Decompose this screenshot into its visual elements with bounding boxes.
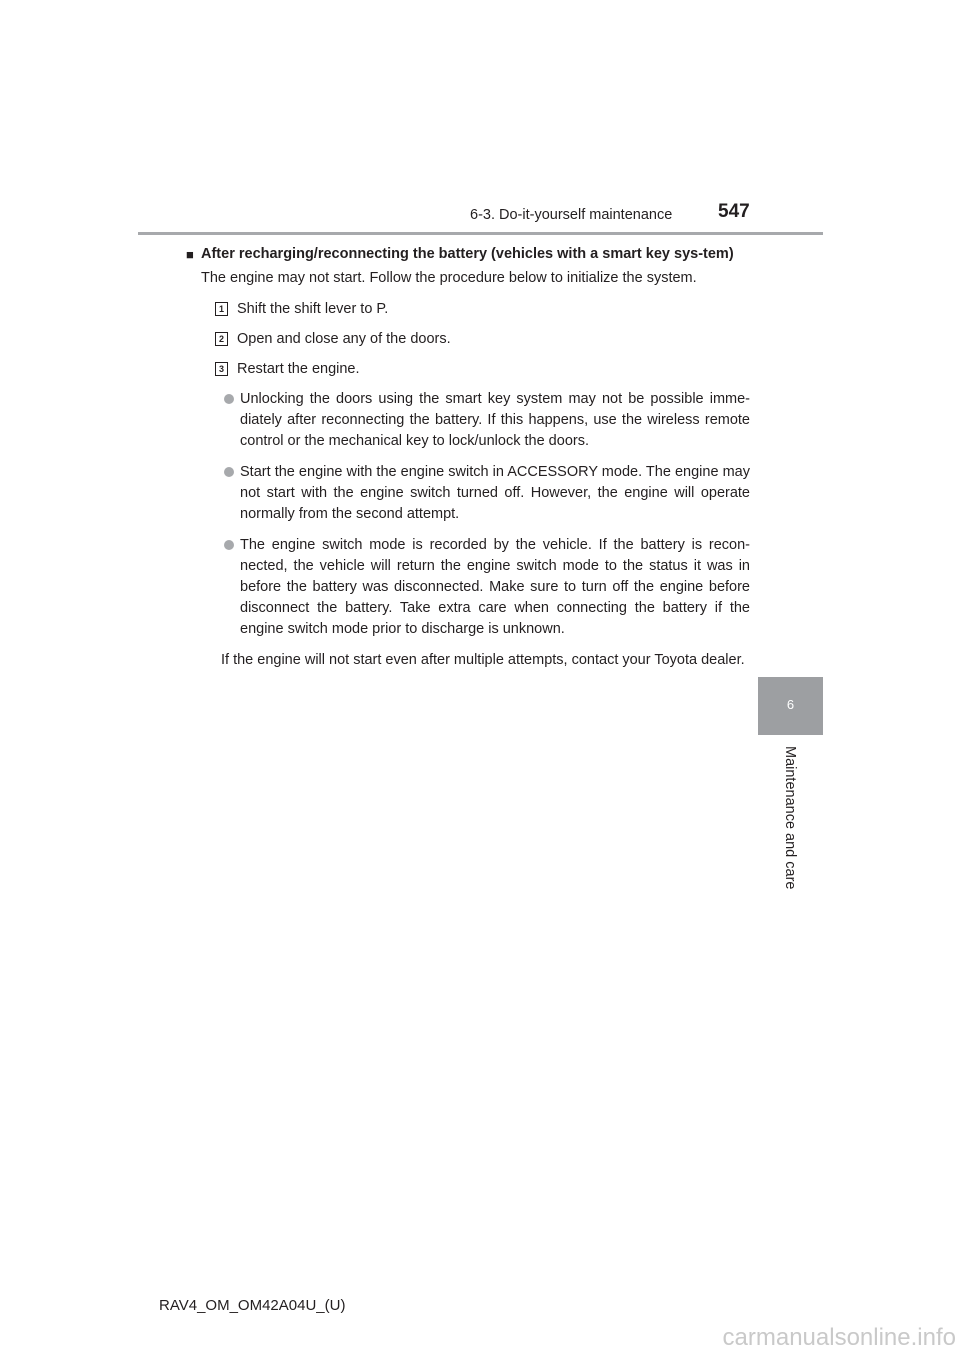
step-text: Shift the shift lever to P. xyxy=(237,301,389,317)
chapter-title: Maintenance and care xyxy=(782,746,798,890)
step-text: Open and close any of the doors. xyxy=(237,331,451,347)
section-heading-text: After recharging/reconnecting the battery (vehicles with a smart key sys-tem) xyxy=(201,246,734,262)
note-text: Start the engine with the engine switch in ACCESSORY mode. The engine may not start with the engine switch turned off. However, the engine will operate normally from the second attempt. xyxy=(240,464,750,522)
step-number-icon: 1 xyxy=(215,302,228,316)
chapter-number: 6 xyxy=(786,697,795,712)
watermark: carmanualsonline.info xyxy=(722,1324,956,1351)
procedure-step xyxy=(186,329,750,349)
procedure-step xyxy=(186,359,750,379)
page-number: 547 xyxy=(718,201,750,222)
note-item xyxy=(221,535,750,640)
document-code: RAV4_OM_OM42A04U_(U) xyxy=(159,1297,346,1314)
circle-bullet-icon xyxy=(224,540,234,550)
chapter-tab xyxy=(758,677,823,735)
section-heading xyxy=(186,244,750,265)
note-text: Unlocking the doors using the smart key system may not be possible imme-diately after reconnecting the battery. If this happens, use the wireless remote control or the mechanical key to lock/unlock the doors. xyxy=(240,391,750,449)
header-divider xyxy=(138,232,823,235)
step-text: Restart the engine. xyxy=(237,361,360,377)
note-item xyxy=(221,389,750,452)
intro-paragraph: The engine may not start. Follow the procedure below to initialize the system. xyxy=(201,270,697,286)
note-item xyxy=(221,462,750,525)
step-number-icon: 3 xyxy=(215,362,228,376)
step-number-icon: 2 xyxy=(215,332,228,346)
header-section-title: 6-3. Do-it-yourself maintenance xyxy=(470,207,673,223)
circle-bullet-icon xyxy=(224,467,234,477)
note-text: The engine switch mode is recorded by the vehicle. If the battery is recon-nected, the vehicle will return the engine switch mode to the status it was in before the battery was disconnected. Make sure to turn off the engine before disconnect the battery. Take extra care when connecting the battery if the engine switch mode prior to discharge is unknown. xyxy=(240,537,750,637)
closing-paragraph: If the engine will not start even after multiple attempts, contact your Toyota dealer. xyxy=(221,652,745,668)
page-content xyxy=(186,244,750,671)
square-bullet-icon: ■ xyxy=(186,247,194,262)
circle-bullet-icon xyxy=(224,394,234,404)
procedure-step xyxy=(186,299,750,319)
